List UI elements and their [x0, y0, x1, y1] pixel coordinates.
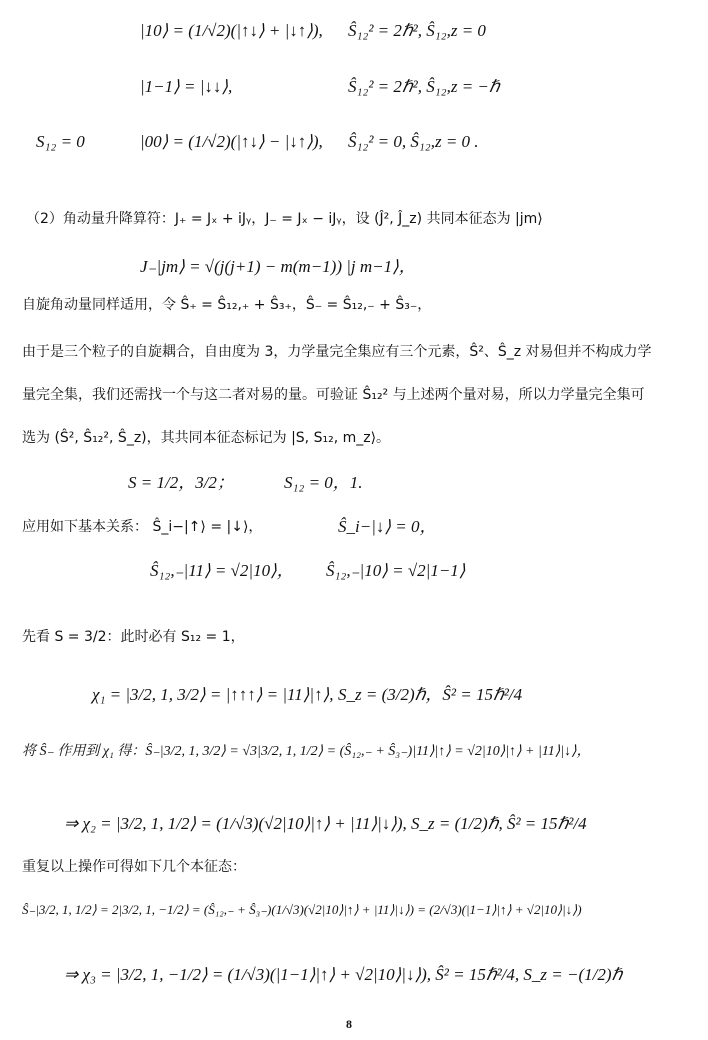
- eq-ket-10: |10⟩ = (1/√2)(|↑↓⟩ + |↓↑⟩),: [140, 21, 323, 40]
- eq-apply-lowering-chi1: 将 Ŝ₋ 作用到 χ₁ 得：Ŝ₋|3/2, 1, 3/2⟩ = √3|3/2, 1, 1/2⟩ = (Ŝ₁₂,₋ + Ŝ₃₋)|11⟩|↑⟩ = √2|10⟩|↑⟩ + |11⟩|↓⟩，: [22, 744, 591, 759]
- eq-ket-00-values: Ŝ₁₂² = 0, Ŝ₁₂,z = 0 .: [348, 132, 479, 151]
- eq-s-values: S = 1/2，3/2；: [128, 473, 234, 492]
- eq-lowering-action: J₋|jm⟩ = √(j(j+1) − m(m−1)) |j m−1⟩，: [140, 257, 416, 276]
- eq-chi2: ⇒ χ₂ = |3/2, 1, 1/2⟩ = (1/√3)(√2|10⟩|↑⟩ + |11⟩|↓⟩), S_z = (1/2)ℏ, Ŝ² = 15ℏ²/4: [64, 814, 587, 833]
- eq-ket-10-values: Ŝ₁₂² = 2ℏ², Ŝ₁₂,z = 0: [348, 21, 486, 40]
- paragraph-spin-ladder: 自旋角动量同样适用，令 Ŝ₊ = Ŝ₁₂,₊ + Ŝ₃₊，Ŝ₋ = Ŝ₁₂,₋ + Ŝ₃₋，: [22, 297, 432, 313]
- eq-ket-00: |00⟩ = (1/√2)(|↑↓⟩ − |↓↑⟩),: [140, 132, 323, 151]
- paragraph-repeat: 重复以上操作可得如下几个本征态：: [22, 859, 246, 875]
- eq-s12-values: S₁₂ = 0，1.: [284, 473, 363, 492]
- eq-s12-lowering-11: Ŝ₁₂,₋|11⟩ = √2|10⟩，: [150, 561, 294, 580]
- eq-chi3: ⇒ χ₃ = |3/2, 1, −1/2⟩ = (1/√3)(|1−1⟩|↑⟩ + √2|10⟩|↓⟩), Ŝ² = 15ℏ²/4, S_z = −(1/2)ℏ: [64, 965, 623, 984]
- paragraph-basic-relations: 应用如下基本关系： Ŝ_i−|↑⟩ = |↓⟩，: [22, 519, 263, 535]
- paragraph-csco-1: 由于是三个粒子的自旋耦合，自由度为 3，力学量完全集应有三个元素，Ŝ²、Ŝ_z 对易但并不构成力学: [22, 344, 652, 360]
- eq-s12-lowering-10: Ŝ₁₂,₋|10⟩ = √2|1−1⟩: [326, 561, 466, 580]
- paragraph-s-three-halves: 先看 S = 3/2：此时必有 S₁₂ = 1，: [22, 629, 245, 645]
- eq-apply-lowering-chi2: Ŝ₋|3/2, 1, 1/2⟩ = 2|3/2, 1, −1/2⟩ = (Ŝ₁₂,₋ + Ŝ₃₋)(1/√3)(√2|10⟩|↑⟩ + |11⟩|↓⟩) = (2/√3)(|1−1⟩|↑⟩ + √2|10⟩|↓⟩): [22, 902, 582, 917]
- eq-chi1-values: S_z = (3/2)ℏ，Ŝ² = 15ℏ²/4: [338, 685, 523, 704]
- eq-chi1: χ₁ = |3/2, 1, 3/2⟩ = |↑↑↑⟩ = |11⟩|↑⟩,: [92, 685, 334, 704]
- page-number: 8: [346, 1017, 352, 1031]
- paragraph-csco-2: 量完全集，我们还需找一个与这二者对易的量。可验证 Ŝ₁₂² 与上述两个量对易，所以力学量完全集可: [22, 387, 645, 403]
- paragraph-csco-3: 选为 (Ŝ², Ŝ₁₂², Ŝ_z)，其共同本征态标记为 |S, S₁₂, m_z⟩。: [22, 430, 391, 446]
- eq-ket-1-minus1: |1−1⟩ = |↓↓⟩,: [140, 77, 233, 96]
- paragraph-ladder-operators: （2）角动量升降算符：J₊ = Jₓ + iJᵧ，J₋ = Jₓ − iJᵧ，设 (Ĵ², Ĵ_z) 共同本征态为 |jm⟩: [26, 211, 543, 227]
- eq-lowering-down: Ŝ_i−|↓⟩ = 0，: [338, 517, 437, 536]
- eq-s12-zero-label: S₁₂ = 0: [36, 132, 85, 151]
- eq-ket-1-minus1-values: Ŝ₁₂² = 2ℏ², Ŝ₁₂,z = −ℏ: [348, 77, 500, 96]
